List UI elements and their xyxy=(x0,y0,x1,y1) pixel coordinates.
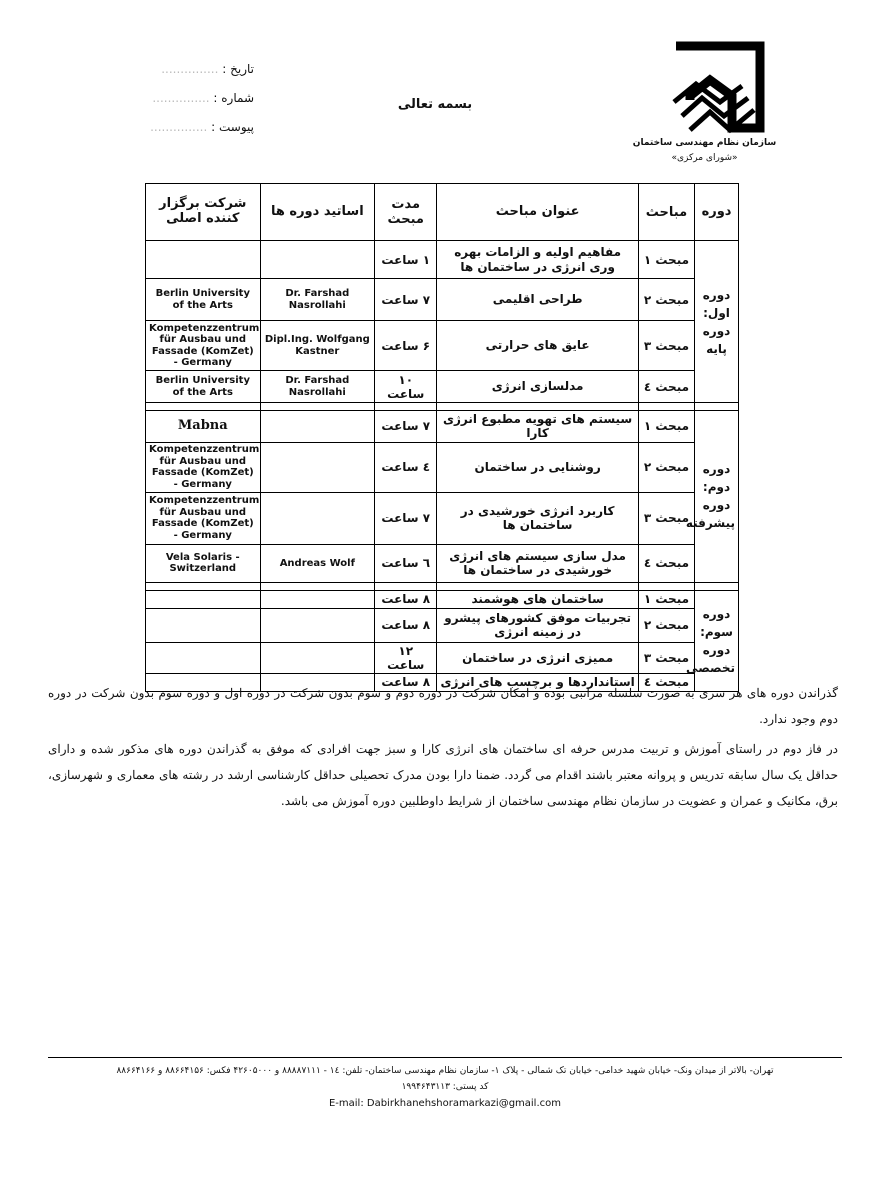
instructor-cell xyxy=(260,411,375,443)
footer-postal-code: کد پستی: ۱۹۹۴۶۴۳۱۱۳ xyxy=(401,1082,489,1092)
footer-email: E-mail: Dabirkhanehshoramarkazi@gmail.com xyxy=(328,1098,562,1109)
paragraph-prerequisites: گذراندن دوره های هر سری به صورت سلسله مراتبی بوده و امکان شرکت در دوره دوم و سوم بدون شرکت در دوره اول و دوره سوم بدون شرکت در دوره دوم وجود ندارد. xyxy=(48,686,838,726)
topic-cell: مبحث ۳ xyxy=(638,321,694,371)
table-row xyxy=(146,608,739,642)
topic-cell: مبحث ۱ xyxy=(638,241,694,279)
organization-logo xyxy=(668,40,768,140)
number-label: شماره : xyxy=(213,91,254,105)
table-row xyxy=(146,321,739,371)
instructor-cell xyxy=(260,241,375,279)
topic-cell: مبحث ٤ xyxy=(638,371,694,403)
topic-cell: مبحث ۲ xyxy=(638,608,694,642)
header-instructors: اساتید دوره ها xyxy=(260,184,375,241)
attachment-field xyxy=(150,120,254,134)
duration-cell: ۱۰ ساعت xyxy=(375,371,437,403)
attachment-label: پیوست : xyxy=(211,120,254,134)
paragraph-phase-two: در فاز دوم در راستای آموزش و تربیت مدرس حرفه ای ساختمان های انرژی کارا و سبز جهت افرادی که موفق به گذراندن دوره های مذکور شده و دارای حداقل یک سال سابقه تدریس و پروانه معتبر باشند اقدام می گردد. ضمنا دارا بودن مدرک تحصیلی حداقل کارشناسی ارشد در رشته های معماری و شهرسازی، برق، مکانیک و عمران و عضویت در سازمان نظام مهندسی ساختمان از شرایط داوطلبین دوره آموزش می باشد. xyxy=(48,742,838,808)
company-cell xyxy=(146,608,261,642)
company-cell: Berlin University of the Arts xyxy=(146,371,261,403)
title-cell: سیستم های تهویه مطبوع انرژی کارا xyxy=(437,411,638,443)
table-row xyxy=(146,241,739,279)
instructor-cell: Dr. Farshad Nasrollahi xyxy=(260,371,375,403)
course-1-name: دوره اول: دوره پایه xyxy=(695,241,739,403)
topic-cell: مبحث ۲ xyxy=(638,442,694,492)
duration-cell: ۷ ساعت xyxy=(375,279,437,321)
basmala-heading: بسمه تعالی xyxy=(397,97,473,112)
duration-cell: ۸ ساعت xyxy=(375,608,437,642)
table-row xyxy=(146,544,739,582)
organization-subtitle: «شورای مرکزی» xyxy=(671,153,738,163)
company-cell: Berlin University of the Arts xyxy=(146,279,261,321)
table-row xyxy=(146,371,739,403)
title-cell: مدلسازی انرژی xyxy=(437,371,638,403)
attachment-value-placeholder: ............... xyxy=(150,120,208,134)
header-company: شرکت برگزار کننده اصلی xyxy=(146,184,261,241)
table-row xyxy=(146,492,739,544)
title-cell: استانداردها و برچسب های انرژی xyxy=(437,673,638,691)
header-title: عنوان مباحث xyxy=(437,184,638,241)
table-row xyxy=(146,590,739,608)
date-value-placeholder: ............... xyxy=(161,62,219,76)
instructor-cell xyxy=(260,590,375,608)
company-cell: Mabna xyxy=(146,411,261,443)
duration-cell: ۸ ساعت xyxy=(375,590,437,608)
company-cell xyxy=(146,590,261,608)
instructor-cell xyxy=(260,608,375,642)
instructor-cell: Dr. Farshad Nasrollahi xyxy=(260,279,375,321)
duration-cell: ۱ ساعت xyxy=(375,241,437,279)
duration-cell: ٦ ساعت xyxy=(375,544,437,582)
table-row xyxy=(146,279,739,321)
title-cell: کاربرد انرژی خورشیدی در ساختمان ها xyxy=(437,492,638,544)
title-cell: ممیزی انرژی در ساختمان xyxy=(437,642,638,673)
title-cell: روشنایی در ساختمان xyxy=(437,442,638,492)
header-duration: مدت مبحث xyxy=(375,184,437,241)
table-row xyxy=(146,442,739,492)
table-spacer-row xyxy=(146,403,739,411)
duration-cell: ۷ ساعت xyxy=(375,411,437,443)
course-3-name: دوره سوم: دوره تخصصی xyxy=(695,590,739,691)
title-cell: ساختمان های هوشمند xyxy=(437,590,638,608)
instructor-cell: Dipl.Ing. Wolfgang Kastner xyxy=(260,321,375,371)
title-cell: عایق های حرارتی xyxy=(437,321,638,371)
duration-cell: ۶ ساعت xyxy=(375,321,437,371)
footer-address: تهران- بالاتر از میدان ونک- خیابان شهید خدامی- خیابان تک شمالی - پلاک ۱- سازمان نظام مهندسی ساختمان- تلفن: ۱٤ - ۸۸۸۸۷۱۱۱ و ۴۲۶۰۵۰۰۰ فکس: ۸۸۶۶۴۱۵۶ و ۸۸۶۶۴۱۶۶ xyxy=(116,1066,774,1076)
title-cell: مدل سازی سیستم های انرژی خورشیدی در ساختمان ها xyxy=(437,544,638,582)
table-spacer-row xyxy=(146,582,739,590)
course-table xyxy=(145,183,739,692)
topic-cell: مبحث ۳ xyxy=(638,492,694,544)
duration-cell: ٤ ساعت xyxy=(375,442,437,492)
number-field xyxy=(152,91,254,105)
duration-cell: ۸ ساعت xyxy=(375,673,437,691)
company-cell xyxy=(146,642,261,673)
date-label: تاریخ : xyxy=(222,62,254,76)
company-cell: Kompetenzzentrum für Ausbau und Fassade (KomZet) - Germany xyxy=(146,321,261,371)
instructor-cell xyxy=(260,642,375,673)
duration-cell: ۱۲ ساعت xyxy=(375,642,437,673)
header-course: دوره xyxy=(695,184,739,241)
topic-cell: مبحث ٤ xyxy=(638,673,694,691)
title-cell: طراحی اقلیمی xyxy=(437,279,638,321)
table-row xyxy=(146,411,739,443)
organization-name: سازمان نظام مهندسی ساختمان xyxy=(632,138,777,148)
title-cell: مفاهیم اولیه و الزامات بهره وری انرژی در ساختمان ها xyxy=(437,241,638,279)
title-cell: تجربیات موفق کشورهای پیشرو در زمینه انرژی xyxy=(437,608,638,642)
number-value-placeholder: ............... xyxy=(152,91,210,105)
table-header-row xyxy=(146,184,739,241)
date-field xyxy=(161,62,254,76)
topic-cell: مبحث ۱ xyxy=(638,411,694,443)
header-topic: مباحث xyxy=(638,184,694,241)
course-2-name: دوره دوم: دوره پیشرفته xyxy=(695,411,739,583)
duration-cell: ۷ ساعت xyxy=(375,492,437,544)
instructor-cell xyxy=(260,442,375,492)
company-cell: Kompetenzzentrum für Ausbau und Fassade (KomZet) - Germany xyxy=(146,492,261,544)
company-cell: Vela Solaris - Switzerland xyxy=(146,544,261,582)
topic-cell: مبحث ٤ xyxy=(638,544,694,582)
instructor-cell: Andreas Wolf xyxy=(260,544,375,582)
topic-cell: مبحث ۳ xyxy=(638,642,694,673)
company-cell xyxy=(146,241,261,279)
instructor-cell xyxy=(260,492,375,544)
footer-divider xyxy=(48,1057,842,1058)
topic-cell: مبحث ۲ xyxy=(638,279,694,321)
topic-cell: مبحث ۱ xyxy=(638,590,694,608)
table-row xyxy=(146,642,739,673)
company-cell: Kompetenzzentrum für Ausbau und Fassade (KomZet) - Germany xyxy=(146,442,261,492)
